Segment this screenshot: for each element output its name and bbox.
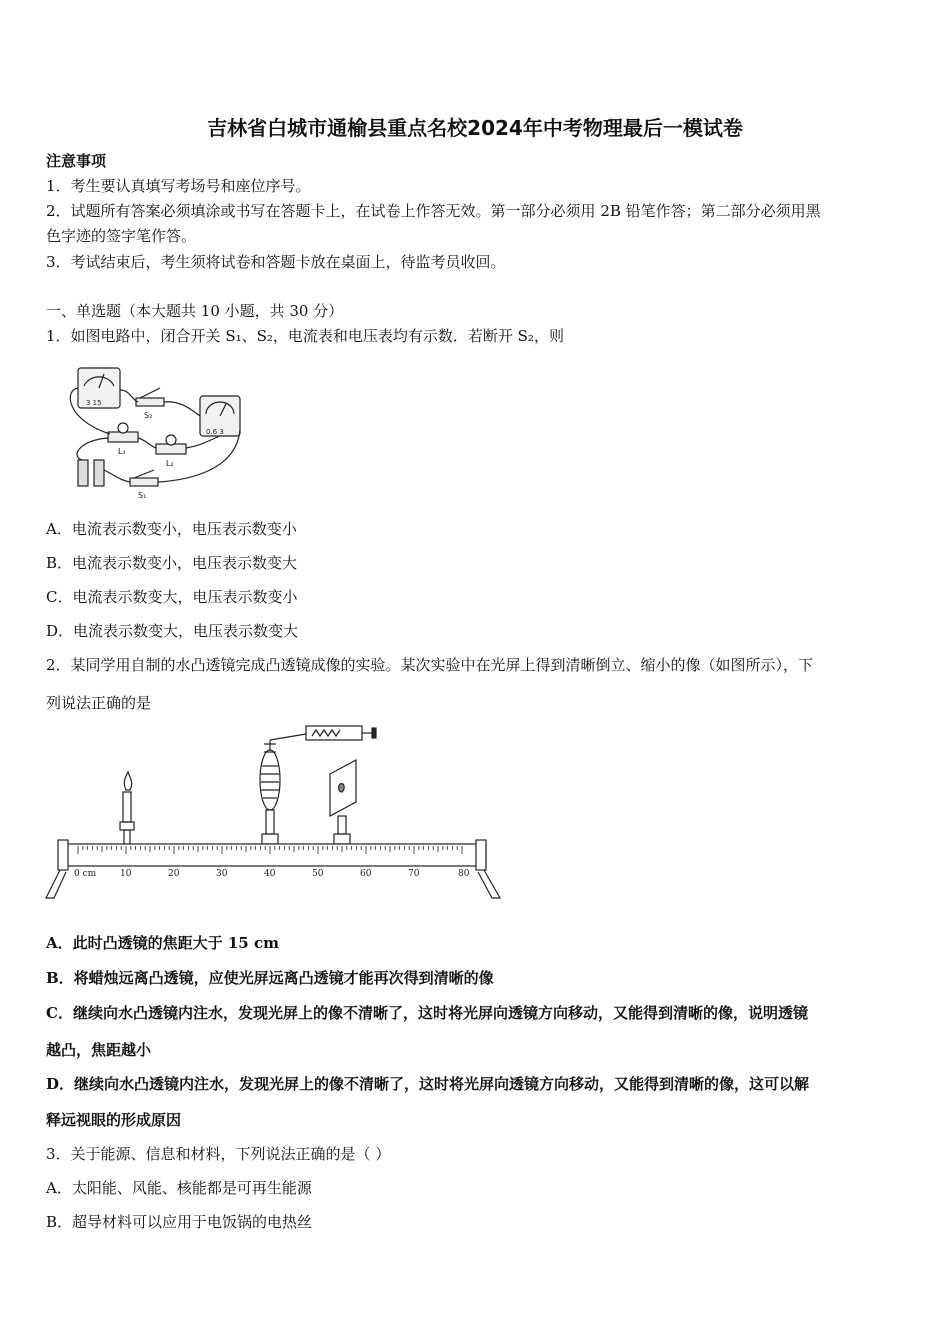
ruler-label-10: 10 bbox=[120, 869, 132, 879]
battery-icon bbox=[78, 460, 104, 486]
ruler-label-80: 80 bbox=[458, 869, 470, 879]
screen-icon bbox=[330, 760, 356, 844]
ruler-label-60: 60 bbox=[360, 869, 372, 879]
section-heading: 一、单选题（本大题共 10 小题，共 30 分） bbox=[46, 302, 344, 320]
notice-item-3: 3．考试结束后，考生须将试卷和答题卡放在桌面上，待监考员收回。 bbox=[46, 253, 506, 271]
q2-option-c-cont: 越凸，焦距越小 bbox=[46, 1041, 152, 1059]
ruler-label-30: 30 bbox=[216, 869, 228, 879]
ruler-label-50: 50 bbox=[312, 869, 324, 879]
q2-option-d: D．继续向水凸透镜内注水，发现光屏上的像不清晰了，这时将光屏向透镜方向移动，又能得到清晰的像，这可以解 bbox=[46, 1075, 810, 1093]
q1-option-c: C．电流表示数变大，电压表示数变小 bbox=[46, 588, 298, 606]
s2-label: S₂ bbox=[144, 411, 153, 420]
ruler-label-40: 40 bbox=[264, 869, 276, 879]
ruler-label-0: 0 cm bbox=[74, 869, 97, 879]
question-3-stem: 3．关于能源、信息和材料，下列说法正确的是（ ） bbox=[46, 1145, 391, 1163]
l2-label: L₂ bbox=[166, 459, 174, 468]
syringe-icon bbox=[270, 726, 376, 740]
bulb-l2-icon bbox=[156, 435, 186, 468]
q1-option-a: A．电流表示数变小，电压表示数变小 bbox=[46, 520, 297, 538]
switch-s1-icon bbox=[130, 470, 158, 500]
exam-title: 吉林省白城市通榆县重点名校2024年中考物理最后一模试卷 bbox=[207, 116, 743, 140]
question-2-stem-line-1: 2．某同学用自制的水凸透镜完成凸透镜成像的实验。某次实验中在光屏上得到清晰倒立、缩小的像（如图所示），下 bbox=[46, 656, 814, 674]
optical-bench-diagram bbox=[44, 722, 514, 902]
candle-icon bbox=[120, 772, 134, 844]
q2-option-d-cont: 释远视眼的形成原因 bbox=[46, 1111, 182, 1129]
l1-label: L₁ bbox=[118, 447, 126, 456]
q1-option-b: B．电流表示数变小，电压表示数变大 bbox=[46, 554, 298, 572]
q3-option-a: A．太阳能、风能、核能都是可再生能源 bbox=[46, 1179, 312, 1197]
q1-option-d: D．电流表示数变大，电压表示数变大 bbox=[46, 622, 299, 640]
switch-s2-icon bbox=[136, 388, 164, 420]
ammeter-scale-label: 0.6 3 bbox=[206, 428, 224, 436]
notice-item-2-cont: 色字迹的签字笔作答。 bbox=[46, 227, 197, 245]
s1-label: S₁ bbox=[138, 491, 147, 500]
q2-option-a: A．此时凸透镜的焦距大于 15 cm bbox=[46, 934, 279, 952]
bulb-l1-icon bbox=[108, 423, 138, 456]
question-1-stem: 1．如图电路中，闭合开关 S₁、S₂，电流表和电压表均有示数．若断开 S₂，则 bbox=[46, 327, 564, 345]
water-lens-icon bbox=[260, 740, 280, 844]
notice-item-1: 1．考生要认真填写考场号和座位序号。 bbox=[46, 177, 311, 195]
circuit-diagram bbox=[60, 360, 250, 502]
voltmeter-scale-label: 3 15 bbox=[86, 399, 102, 407]
question-2-stem-line-2: 列说法正确的是 bbox=[46, 694, 152, 712]
optical-bench-rail bbox=[46, 840, 500, 898]
voltmeter-icon bbox=[78, 368, 120, 408]
ammeter-icon bbox=[200, 396, 240, 436]
notice-item-2: 2．试题所有答案必须填涂或书写在答题卡上，在试卷上作答无效。第一部分必须用 2B 铅笔作答；第二部分必须用黑 bbox=[46, 202, 821, 220]
q2-option-c: C．继续向水凸透镜内注水，发现光屏上的像不清晰了，这时将光屏向透镜方向移动，又能得到清晰的像，说明透镜 bbox=[46, 1004, 808, 1022]
q2-option-b: B．将蜡烛远离凸透镜，应使光屏远离凸透镜才能再次得到清晰的像 bbox=[46, 969, 494, 987]
ruler-label-70: 70 bbox=[408, 869, 420, 879]
q3-option-b: B．超导材料可以应用于电饭锅的电热丝 bbox=[46, 1213, 313, 1231]
notice-heading: 注意事项 bbox=[46, 152, 107, 170]
ruler-label-20: 20 bbox=[168, 869, 180, 879]
